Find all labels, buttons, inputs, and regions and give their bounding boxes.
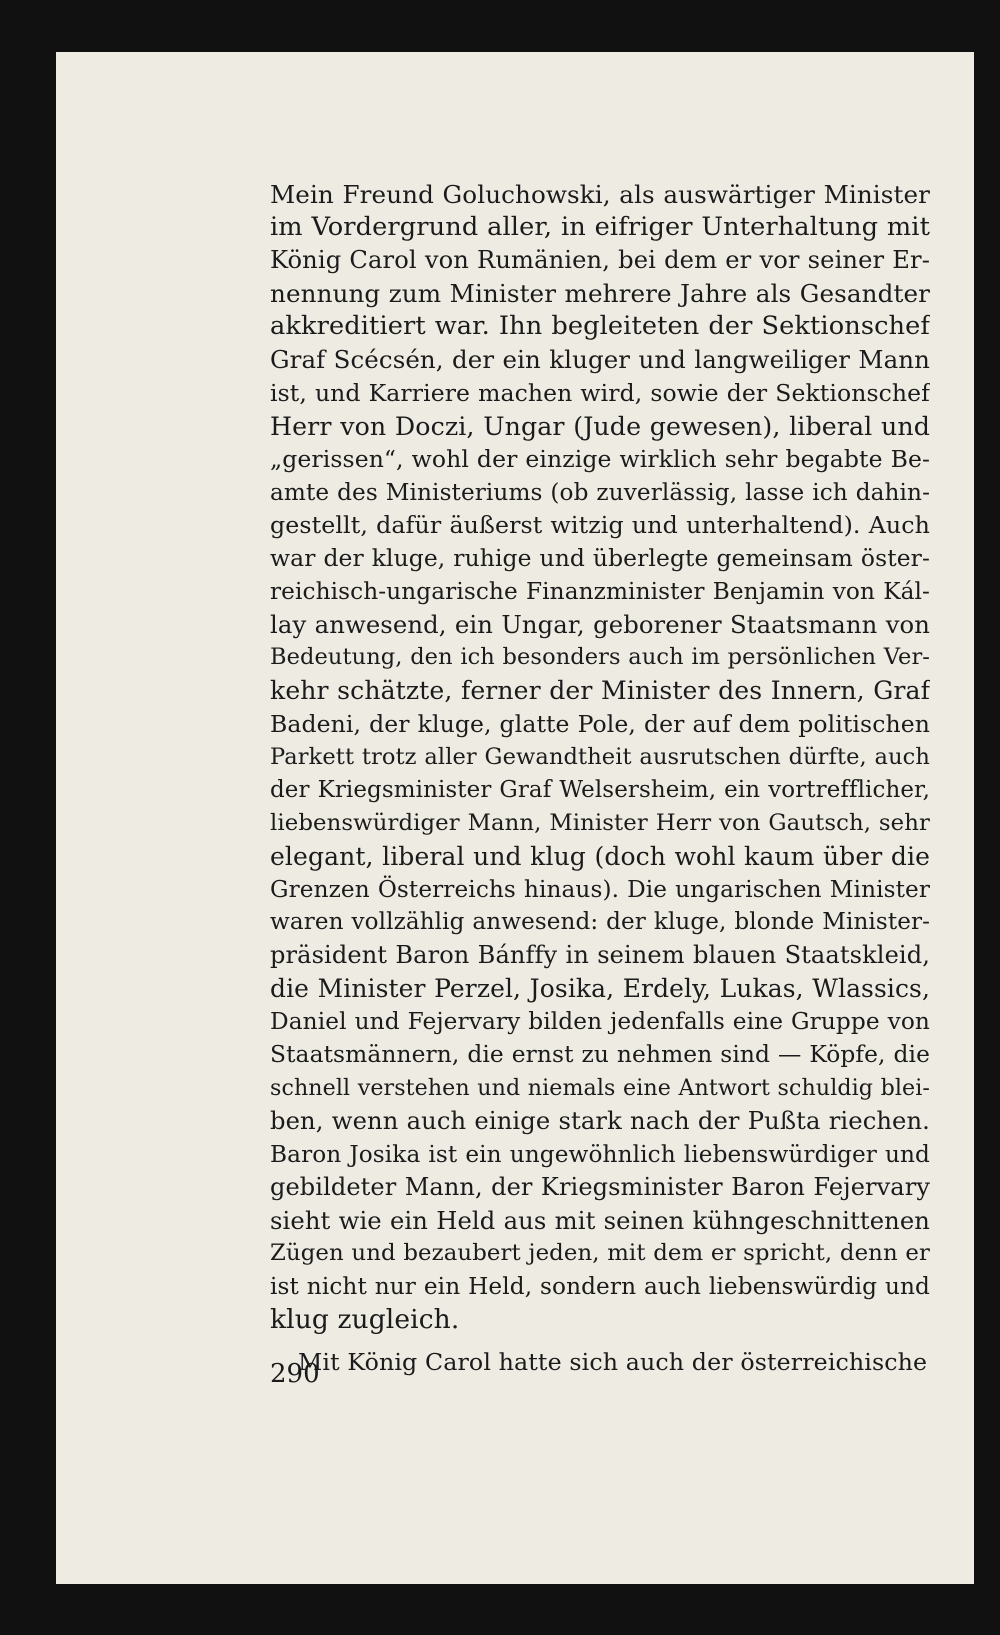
- text-line: schnell verstehen und niemals eine Antwort schuldig blei-: [270, 1074, 930, 1101]
- text-line: Badeni, der kluge, glatte Pole, der auf dem politischen: [270, 709, 930, 738]
- paragraph-start-line: Mit König Carol hatte sich auch der österreichische: [298, 1348, 928, 1377]
- body-text: [270, 178, 930, 1379]
- text-line: amte des Ministeriums (ob zuverlässig, lasse ich dahin-: [270, 478, 930, 506]
- text-line: der Kriegsminister Graf Welsersheim, ein vortrefflicher,: [270, 776, 930, 803]
- text-line: Parkett trotz aller Gewandtheit ausrutschen dürfte, auch: [270, 743, 930, 770]
- text-line: ist nicht nur ein Held, sondern auch liebenswürdig und: [270, 1273, 930, 1301]
- text-line: gebildeter Mann, der Kriegsminister Baron Fejervary: [270, 1172, 930, 1201]
- text-line: kehr schätzte, ferner der Minister des Innern, Graf: [270, 676, 930, 706]
- text-line: Graf Scécsén, der ein kluger und langweiliger Mann: [270, 345, 930, 375]
- text-line: die Minister Perzel, Josika, Erdely, Lukas, Wlassics,: [270, 974, 930, 1004]
- text-line: Daniel und Fejervary bilden jedenfalls eine Gruppe von: [270, 1008, 930, 1036]
- text-line: präsident Baron Bánffy in seinem blauen Staatskleid,: [270, 941, 930, 970]
- text-line: gestellt, dafür äußerst witzig und unterhaltend). Auch: [270, 510, 930, 539]
- text-line: ben, wenn auch einige stark nach der Pußta riechen.: [270, 1106, 930, 1135]
- text-line: liebenswürdiger Mann, Minister Herr von Gautsch, sehr: [270, 809, 930, 836]
- text-line: Mein Freund Goluchowski, als auswärtiger Minister: [270, 180, 930, 209]
- text-line: Zügen und bezaubert jeden, mit dem er spricht, denn er: [270, 1240, 930, 1266]
- page-number: 290: [270, 1359, 320, 1389]
- text-line: sieht wie ein Held aus mit seinen kühngeschnittenen: [270, 1205, 930, 1235]
- text-line: Staatsmännern, die ernst zu nehmen sind — Köpfe, die: [270, 1040, 930, 1069]
- text-line: elegant, liberal und klug (doch wohl kaum über die: [270, 841, 930, 871]
- text-line: reichisch-ungarische Finanzminister Benjamin von Kál-: [270, 578, 930, 606]
- text-line: Bedeutung, den ich besonders auch im persönlichen Ver-: [270, 644, 930, 671]
- text-line: lay anwesend, ein Ungar, geborener Staatsmann von: [270, 610, 930, 640]
- text-line: Grenzen Österreichs hinaus). Die ungarischen Minister: [270, 875, 930, 903]
- text-line: akkreditiert war. Ihn begleiteten der Sektionschef: [270, 311, 930, 342]
- text-line: König Carol von Rumänien, bei dem er vor seiner Er-: [270, 246, 930, 275]
- text-line: nennung zum Minister mehrere Jahre als Gesandter: [270, 279, 930, 309]
- text-line: war der kluge, ruhige und überlegte gemeinsam öster-: [270, 544, 930, 573]
- text-line: Herr von Doczi, Ungar (Jude gewesen), liberal und: [270, 411, 930, 441]
- text-line: Baron Josika ist ein ungewöhnlich liebenswürdiger und: [270, 1140, 930, 1168]
- text-line: im Vordergrund aller, in eifriger Unterhaltung mit: [270, 212, 930, 243]
- text-line: waren vollzählig anwesend: der kluge, blonde Minister-: [270, 909, 930, 936]
- text-line: ist, und Karriere machen wird, sowie der Sektionschef: [270, 378, 930, 407]
- text-line: „gerissen“, wohl der einzige wirklich sehr begabte Be-: [270, 444, 930, 473]
- paragraph-end-line: klug zugleich.: [270, 1304, 460, 1336]
